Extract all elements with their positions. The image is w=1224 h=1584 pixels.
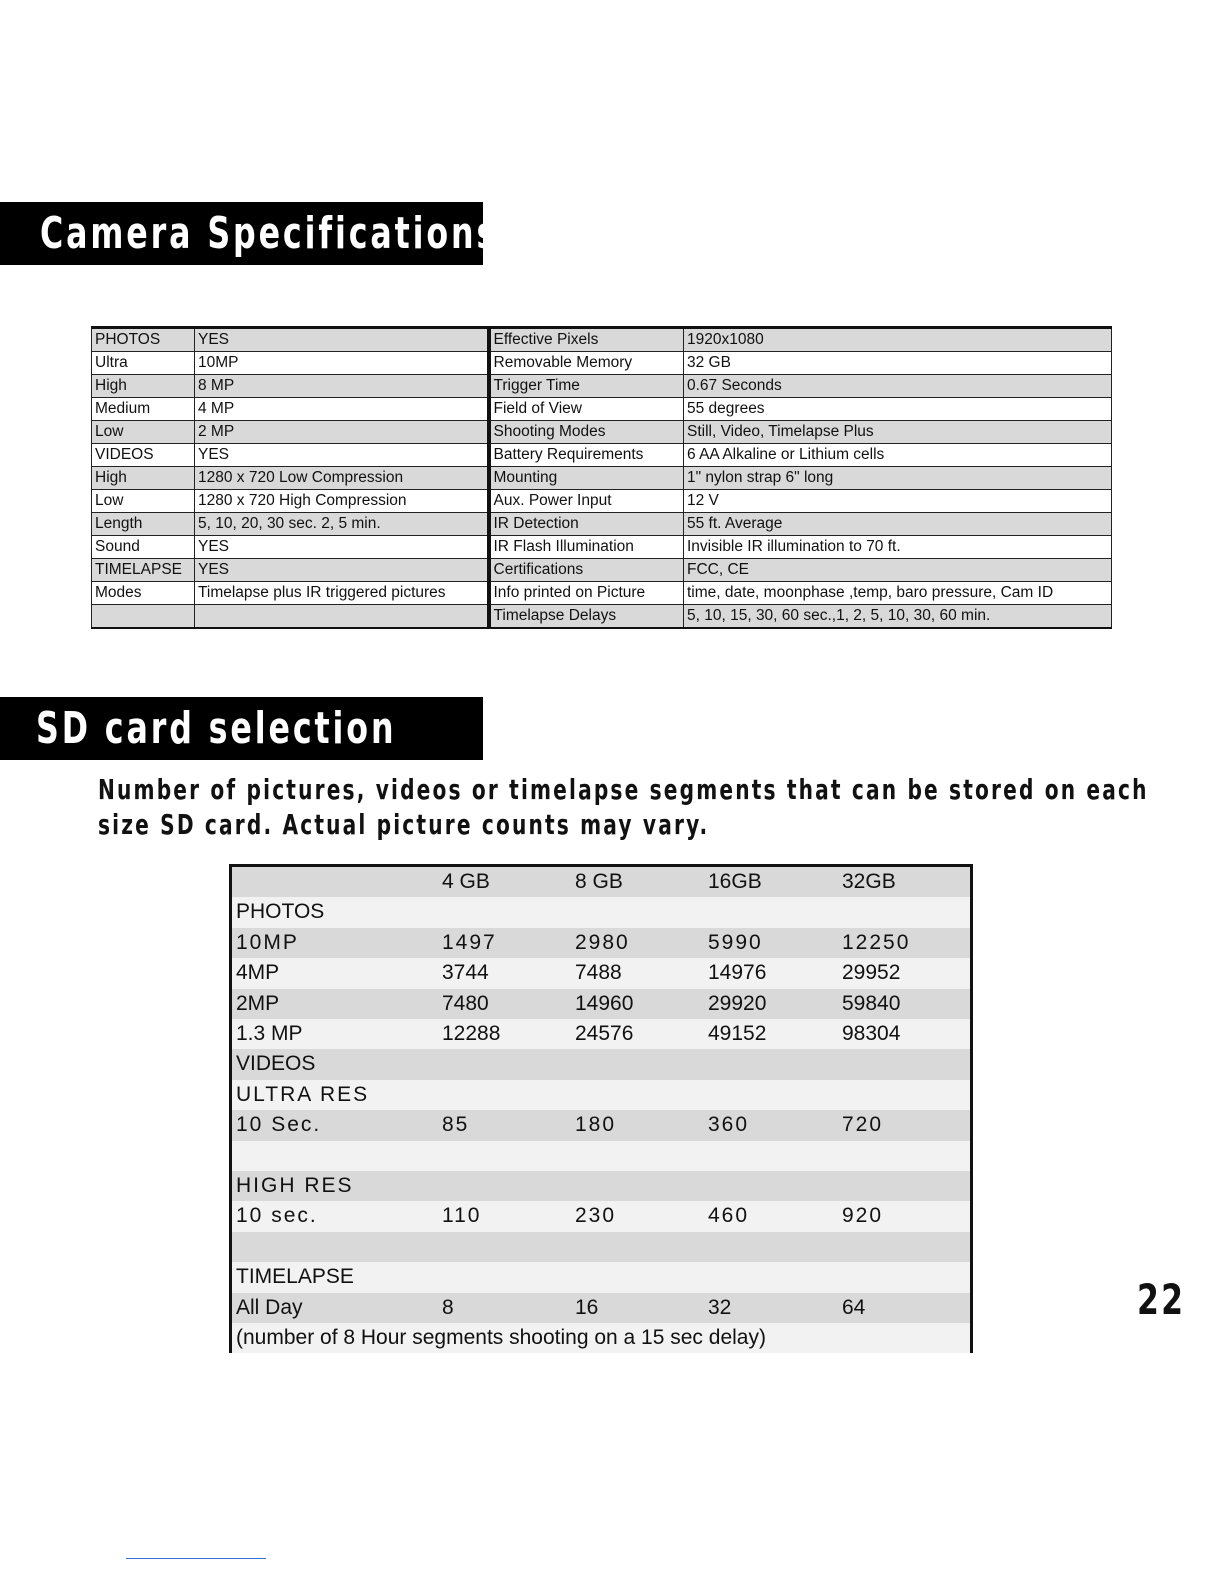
sd-row	[232, 867, 970, 897]
spec-value: 6 AA Alkaline or Lithium cells	[684, 444, 1112, 467]
sd-row-label: All Day	[236, 1295, 303, 1319]
spec-row	[92, 467, 1112, 490]
sd-cell-value: 29920	[708, 991, 767, 1015]
sd-row	[232, 928, 970, 958]
spec-row	[92, 536, 1112, 559]
sd-row	[232, 897, 970, 927]
sd-row-label: 1.3 MP	[236, 1022, 303, 1045]
sd-intro-text	[98, 772, 1149, 842]
spec-label: Shooting Modes	[489, 421, 684, 444]
sd-row	[232, 1019, 970, 1049]
spec-value: 55 degrees	[684, 398, 1112, 421]
footer-line	[126, 1558, 266, 1559]
sd-row	[232, 1110, 970, 1140]
sd-row	[232, 1232, 970, 1262]
spec-label: Removable Memory	[489, 352, 684, 375]
spec-label: Length	[92, 513, 195, 536]
sd-cell-value: 360	[708, 1113, 750, 1137]
spec-label: VIDEOS	[92, 444, 195, 467]
sd-cell-value: 14976	[708, 961, 767, 985]
sd-row	[232, 1171, 970, 1201]
spec-label: Sound	[92, 536, 195, 559]
sd-row	[232, 1141, 970, 1171]
spec-value: FCC, CE	[684, 559, 1112, 582]
section-title: SD card selection	[36, 703, 397, 754]
spec-label: Trigger Time	[489, 375, 684, 398]
spec-value: 1280 x 720 High Compression	[195, 490, 489, 513]
sd-row-label: PHOTOS	[236, 900, 325, 924]
spec-row	[92, 375, 1112, 398]
spec-label: TIMELAPSE	[92, 559, 195, 582]
spec-value: Timelapse plus IR triggered pictures	[195, 582, 489, 605]
spec-value: 55 ft. Average	[684, 513, 1112, 536]
sd-cell-value: 98304	[842, 1022, 901, 1045]
spec-value: YES	[195, 559, 489, 582]
sd-cell-value: 24576	[575, 1022, 634, 1045]
section-title: Camera Specifications	[40, 208, 499, 259]
spec-label	[92, 605, 195, 629]
sd-cell-value: 460	[708, 1204, 750, 1228]
sd-cell-value: 32	[708, 1295, 732, 1319]
spec-label: Modes	[92, 582, 195, 605]
spec-value: 2 MP	[195, 421, 489, 444]
sd-cell-value: 110	[442, 1204, 482, 1228]
spec-value: 32 GB	[684, 352, 1112, 375]
spec-row	[92, 352, 1112, 375]
spec-value: YES	[195, 536, 489, 559]
sd-row-label: 2MP	[236, 991, 280, 1015]
sd-row-label: 10 Sec.	[236, 1113, 322, 1137]
spec-label: High	[92, 375, 195, 398]
spec-label: Low	[92, 490, 195, 513]
spec-label: High	[92, 467, 195, 490]
sd-cell-value: 7480	[442, 991, 489, 1015]
spec-value: 1920x1080	[684, 328, 1112, 352]
sd-cell-value: 8 GB	[575, 870, 623, 893]
sd-row-label: 4MP	[236, 961, 280, 985]
spec-value: 1280 x 720 Low Compression	[195, 467, 489, 490]
sd-row-label: HIGH RES	[236, 1174, 354, 1197]
spec-label: Medium	[92, 398, 195, 421]
sd-cell-value: 49152	[708, 1022, 767, 1045]
spec-row	[92, 444, 1112, 467]
spec-value: Invisible IR illumination to 70 ft.	[684, 536, 1112, 559]
spec-row	[92, 605, 1112, 629]
spec-value: 10MP	[195, 352, 489, 375]
sd-cell-value: 32GB	[842, 870, 896, 893]
sd-cell-value: 85	[442, 1113, 470, 1137]
spec-label: Mounting	[489, 467, 684, 490]
sd-cell-value: 29952	[842, 961, 901, 985]
sd-row	[232, 1049, 970, 1079]
intro-line: size SD card. Actual picture counts may vary.	[98, 808, 710, 841]
sd-cell-value: 180	[575, 1113, 617, 1137]
spec-label: IR Detection	[489, 513, 684, 536]
sd-row	[232, 1293, 970, 1323]
spec-label: Info printed on Picture	[489, 582, 684, 605]
spec-label: Ultra	[92, 352, 195, 375]
spec-row	[92, 328, 1112, 352]
sd-cell-value: 12250	[842, 930, 911, 954]
sd-cell-value: 64	[842, 1295, 866, 1319]
sd-capacity-table	[229, 864, 973, 1353]
spec-value: 5, 10, 20, 30 sec. 2, 5 min.	[195, 513, 489, 536]
spec-value: Still, Video, Timelapse Plus	[684, 421, 1112, 444]
spec-row	[92, 421, 1112, 444]
spec-label: Battery Requirements	[489, 444, 684, 467]
spec-value: YES	[195, 328, 489, 352]
spec-label: Timelapse Delays	[489, 605, 684, 629]
sd-cell-value: 12288	[442, 1022, 501, 1045]
sd-row	[232, 989, 970, 1019]
spec-value	[195, 605, 489, 629]
sd-cell-value: 4 GB	[442, 870, 490, 893]
spec-value: 1" nylon strap 6" long	[684, 467, 1112, 490]
spec-label: Aux. Power Input	[489, 490, 684, 513]
sd-cell-value: 16	[575, 1295, 599, 1319]
sd-row-label: 10 sec.	[236, 1204, 318, 1228]
sd-cell-value: 59840	[842, 991, 901, 1015]
spec-label: Effective Pixels	[489, 328, 684, 352]
sd-cell-value: 720	[842, 1113, 884, 1137]
spec-value: YES	[195, 444, 489, 467]
sd-row-label: TIMELAPSE	[236, 1265, 354, 1289]
sd-card-selection-banner	[0, 697, 483, 760]
sd-cell-value: 230	[575, 1204, 617, 1228]
spec-row	[92, 559, 1112, 582]
sd-cell-value: 14960	[575, 991, 634, 1015]
sd-row	[232, 1201, 970, 1231]
spec-label: IR Flash Illumination	[489, 536, 684, 559]
spec-value: 0.67 Seconds	[684, 375, 1112, 398]
spec-label: Low	[92, 421, 195, 444]
spec-label: Certifications	[489, 559, 684, 582]
sd-row-label: ULTRA RES	[236, 1082, 370, 1106]
sd-cell-value: 3744	[442, 961, 489, 985]
spec-label: PHOTOS	[92, 328, 195, 352]
sd-cell-value: 2980	[575, 930, 630, 954]
spec-value: 5, 10, 15, 30, 60 sec.,1, 2, 5, 10, 30, 60 min.	[684, 605, 1112, 629]
sd-row	[232, 1323, 970, 1353]
sd-cell-value: 7488	[575, 961, 622, 985]
page-number: 22	[1137, 1275, 1186, 1324]
sd-cell-value: 16GB	[708, 870, 762, 893]
spec-row	[92, 513, 1112, 536]
spec-value: 4 MP	[195, 398, 489, 421]
spec-row	[92, 582, 1112, 605]
spec-row	[92, 490, 1112, 513]
camera-specifications-banner	[0, 202, 499, 265]
spec-value: 8 MP	[195, 375, 489, 398]
spec-value: time, date, moonphase ,temp, baro pressure, Cam ID	[684, 582, 1112, 605]
sd-row-label: 10MP	[236, 930, 299, 954]
camera-spec-table	[91, 326, 1112, 629]
intro-line: Number of pictures, videos or timelapse segments that can be stored on each	[98, 773, 1149, 806]
sd-row	[232, 958, 970, 988]
sd-row-label: VIDEOS	[236, 1052, 316, 1076]
spec-row	[92, 398, 1112, 421]
sd-row	[232, 1262, 970, 1292]
sd-row-label: (number of 8 Hour segments shooting on a 15 sec delay)	[236, 1326, 766, 1349]
sd-row	[232, 1080, 970, 1110]
sd-cell-value: 8	[442, 1295, 454, 1319]
sd-cell-value: 920	[842, 1204, 884, 1228]
spec-label: Field of View	[489, 398, 684, 421]
sd-cell-value: 5990	[708, 930, 763, 954]
sd-cell-value: 1497	[442, 930, 497, 954]
spec-value: 12 V	[684, 490, 1112, 513]
